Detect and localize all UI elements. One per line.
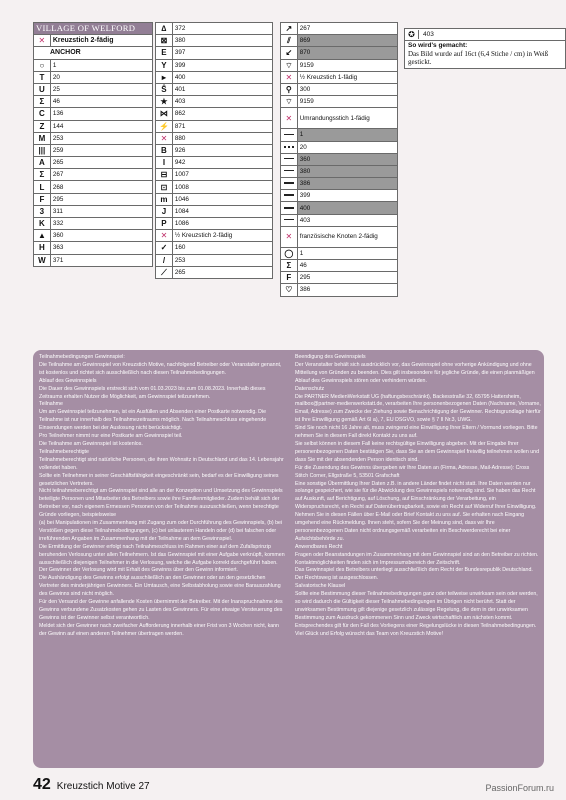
stitch-symbol-icon: E	[156, 47, 173, 59]
brand-banner: VILLAGE OF WELFORD	[34, 23, 153, 35]
legend-row	[34, 83, 153, 95]
color-code: ½ Kreuzstich 2-fädig	[172, 230, 272, 242]
magazine-title: Kreuzstich Motive 27	[56, 781, 150, 792]
stitch-symbol-icon: Z	[34, 120, 51, 132]
stitch-symbol-icon	[281, 178, 298, 190]
legend-row	[156, 108, 273, 120]
section-title: Umrandungsstich 1-fädig	[297, 108, 397, 129]
color-code: 372	[172, 23, 272, 35]
legend-row	[281, 226, 398, 247]
legend-row	[156, 83, 273, 95]
legend-table-2	[155, 22, 273, 279]
color-code: 371	[50, 254, 152, 266]
color-code: 363	[50, 242, 152, 254]
stitch-symbol-icon: T	[34, 71, 51, 83]
color-code: 1046	[172, 193, 272, 205]
legend-row	[156, 47, 273, 59]
legend-row	[156, 144, 273, 156]
stitch-symbol-icon: ✕	[281, 71, 298, 83]
backstitch-line-icon	[284, 182, 294, 188]
legend-row	[281, 96, 398, 108]
stitch-symbol-icon: 3	[34, 205, 51, 217]
legend-row	[34, 193, 153, 205]
stitch-symbol-icon	[281, 190, 298, 202]
legend-row	[34, 205, 153, 217]
star-circle-icon: ✪	[405, 30, 419, 39]
stitch-symbol-icon: ▲	[34, 230, 51, 242]
stitch-symbol-icon: ⊡	[156, 181, 173, 193]
color-code: 332	[50, 218, 152, 230]
backstitch-line-icon	[284, 219, 294, 224]
color-code: 295	[297, 272, 397, 284]
legend-row	[281, 247, 398, 259]
legend-row	[34, 108, 153, 120]
rules-left-column: Teilnahmebedingungen Gewinnspiel: Die Teilnahme am Gewinnspiel von Kreuzstich Motive, nachfolgend Betreiber oder Veranstalter genannt, ist kostenlos und richtet sich ausschließlich nach diesen Teilnahmebedingungen. Ablauf des Gewinnspiels Die Dauer des Gewinnspiels erstreckt sich vom 01.03.2023 bis zum 01.08.2023. Innerhalb dieses Zeitraums erhalten Nutzer die Möglichkeit, am Gewinnspiel teilzunehmen. Teilnahme Um am Gewinnspiel teilzunehmen, ist ein Ausfüllen und Absenden einer Postkarte notwendig. Die Teilnahme ist nur innerhalb des Teilnahmezeitraums möglich. Nach Teilnahmeschluss eingehende Einsendungen werden bei der Auslosung nicht berücksichtigt. Pro Teilnehmer nimmt nur eine Postkarte am Gewinnspiel teil. Die Teilnahme am Gewinnspiel ist kostenlos. Teilnahmeberechtigte Teilnahmeberechtigt sind natürliche Personen, die ihren Wohnsitz in Deutschland und das 14. Lebensjahr vollendet haben. Sollte ein Teilnehmer in seiner Geschäftsfähigkeit eingeschränkt sein, bedarf es der Einwilligung seines gesetzlichen Vertreters. Nicht teilnahmeberechtigt am Gewinnspiel sind alle an der Konzeption und Umsetzung des Gewinnspiels beteiligte Personen und Mitarbeiter des Betreibers sowie ihre Familienmitglieder. Zudem behält sich der Betreiber vor, nach eigenem Ermessen Personen von der Teilnahme auszuschließen, wenn berechtigte Gründe vorliegen, beispielsweise (a) bei Manipulationen im Zusammenhang mit Zugang zum oder Durchführung des Gewinnspiels, (b) bei Verstößen gegen diese Teilnahmebedingungen, (c) bei unlauterem Handeln oder (d) bei falschen oder irreführenden Angaben im Zusammenhang mit der Teilnahme an dem Gewinnspiel. Die Ermittlung der Gewinner erfolgt nach Teilnahmeschluss im Rahmen einer auf dem Zufallsprinzip beruhenden Verlosung unter allen Teilnehmern. Ist das Gewinnspiel mit einer Aufgabe verknüpft, kommen ausschließlich diejenigen Teilnehmer in die Verlosung, welche die Aufgabe korrekt durchgeführt haben. Der Gewinner der Verlosung wird mit Erhalt des Gewinns über den Gewinn informiert. Die Aushändigung des Gewinns erfolgt ausschließlich an den Gewinner oder an den gesetzlichen Vertreter des minderjährigen Gewinners. Ein Umtausch, eine Selbstabholung sowie eine Barauszahlung des Gewinns sind nicht möglich. Für den Versand der Gewinne anfallende Kosten übernimmt der Betreiber. Mit der Inanspruchnahme des Gewinns verbundene Zusatzkosten gehen zu Lasten des Gewinners. Für eine etwaige Versteuerung des Gewinns ist der Gewinner selbst verantwortlich. Meldet sich der Gewinner nach zweifacher Aufforderung innerhalb einer Frist von 3 Wochen nicht, kann der Gewinn auf einen anderen Teilnehmer übertragen werden.	[39, 354, 285, 637]
legend-row	[34, 181, 153, 193]
color-code: 268	[50, 181, 152, 193]
legend-row	[34, 144, 153, 156]
legend-column-2	[155, 22, 273, 279]
legend-row	[156, 71, 273, 83]
legend-row	[34, 96, 153, 108]
stitch-symbol-icon: L	[34, 181, 51, 193]
legend-row	[281, 260, 398, 272]
legend-column-1	[33, 22, 153, 267]
legend-row	[156, 181, 273, 193]
stitch-symbol-icon: ✓	[156, 242, 173, 254]
legend-row	[281, 272, 398, 284]
section-subtitle: ANCHOR	[34, 47, 153, 59]
color-code: 9159	[297, 96, 397, 108]
stitch-symbol-icon: ↙	[281, 47, 298, 59]
color-code: 1007	[172, 169, 272, 181]
legend-row	[281, 23, 398, 35]
legend-row	[34, 230, 153, 242]
stitch-symbol-icon: A	[34, 157, 51, 169]
stitch-symbol-icon: B	[156, 144, 173, 156]
color-code: 20	[50, 71, 152, 83]
stitch-symbol-icon: ⋈	[156, 108, 173, 120]
legend-row	[281, 214, 398, 226]
legend-row	[34, 71, 153, 83]
stitch-symbol-icon: Σ	[34, 96, 51, 108]
stitch-symbol-icon: F	[281, 272, 298, 284]
half-stitch-icon: ✕	[281, 226, 298, 247]
stitch-symbol-icon: ∆	[156, 23, 173, 35]
backstitch-line-icon	[284, 194, 294, 200]
color-code: 25	[50, 83, 152, 95]
color-code: 380	[297, 165, 397, 177]
legend-row	[281, 153, 398, 165]
stitch-symbol-icon	[281, 129, 298, 141]
note-body: Das Bild wurde auf 16ct (6,4 Stiche / cm) in Weiß gestickt.	[408, 50, 549, 66]
legend-row	[156, 218, 273, 230]
stitch-symbol-icon	[281, 202, 298, 214]
color-code: 942	[172, 157, 272, 169]
legend-row	[281, 59, 398, 71]
stitch-symbol-icon: ⟋	[156, 266, 173, 278]
color-code: 386	[297, 178, 397, 190]
color-code: 380	[172, 35, 272, 47]
legend-table-3	[280, 22, 398, 297]
color-code: 1	[297, 129, 397, 141]
stitch-symbol-icon: ⊠	[156, 35, 173, 47]
color-code: 46	[297, 260, 397, 272]
color-code: 386	[297, 284, 397, 296]
legend-row	[281, 141, 398, 153]
stitch-symbol-icon: ⫽	[281, 35, 298, 47]
legend-row	[34, 218, 153, 230]
color-code: 926	[172, 144, 272, 156]
stitch-symbol-icon: ✕	[156, 230, 173, 242]
color-code: ½ Kreuzstich 1-fädig	[297, 71, 397, 83]
legend-row	[34, 254, 153, 266]
legend-row	[156, 157, 273, 169]
stitch-symbol-icon: ↗	[281, 23, 298, 35]
color-code: 1008	[172, 181, 272, 193]
color-code: 20	[297, 141, 397, 153]
color-code: 401	[172, 83, 272, 95]
legend-row	[34, 120, 153, 132]
stitch-symbol-icon: I	[156, 157, 173, 169]
legend-row	[34, 59, 153, 71]
color-code: 136	[50, 108, 152, 120]
stitch-symbol-icon: ○	[34, 59, 51, 71]
legend-row	[34, 169, 153, 181]
color-code: 869	[297, 35, 397, 47]
color-code: 360	[50, 230, 152, 242]
legend-row	[281, 165, 398, 177]
stitch-symbol-icon: Σ	[281, 260, 298, 272]
color-code: 265	[50, 157, 152, 169]
color-code: 1	[50, 59, 152, 71]
legend-row	[281, 202, 398, 214]
legend-row	[156, 23, 273, 35]
legend-row	[156, 132, 273, 144]
section-title: französische Knoten 2-fädig	[297, 226, 397, 247]
color-code: 267	[50, 169, 152, 181]
stitch-symbol-icon: ⊟	[156, 169, 173, 181]
stitch-symbol-icon: Y	[156, 59, 173, 71]
stitch-symbol-icon: C	[34, 108, 51, 120]
color-code: 46	[50, 96, 152, 108]
color-code: 400	[297, 202, 397, 214]
color-code: 399	[172, 59, 272, 71]
stitch-symbol-icon: Ŝ	[156, 83, 173, 95]
color-code: 1	[297, 247, 397, 259]
stitch-symbol-icon: ⌔	[281, 96, 298, 108]
stitch-symbol-icon: ▸	[156, 71, 173, 83]
stitch-symbol-icon: P	[156, 218, 173, 230]
legend-row	[156, 266, 273, 278]
backstitch-line-icon	[284, 158, 294, 163]
stitch-symbol-icon	[281, 153, 298, 165]
stitch-symbol-icon: ★	[156, 96, 173, 108]
color-code: 144	[50, 120, 152, 132]
stitch-symbol-icon: H	[34, 242, 51, 254]
stitch-symbol-icon: m	[156, 193, 173, 205]
color-code: 880	[172, 132, 272, 144]
stitch-symbol-icon: ♡	[281, 284, 298, 296]
stitch-symbol-icon: ⚡	[156, 120, 173, 132]
legend-row	[34, 157, 153, 169]
legend-row	[281, 129, 398, 141]
color-code: 300	[297, 83, 397, 95]
color-code: 265	[172, 266, 272, 278]
stitch-symbol-icon: |||	[34, 144, 51, 156]
color-code: 253	[50, 132, 152, 144]
stitch-symbol-icon: M	[34, 132, 51, 144]
section-title: Kreuzstich 2-fädig	[50, 35, 152, 47]
legend-row	[34, 132, 153, 144]
color-code: 9159	[297, 59, 397, 71]
stitch-symbol-icon	[281, 214, 298, 226]
backstitch-line-icon	[284, 207, 294, 213]
color-code: 403	[172, 96, 272, 108]
stitch-symbol-icon: J	[156, 205, 173, 217]
stitch-symbol-icon	[281, 141, 298, 153]
stitch-symbol-icon	[281, 165, 298, 177]
stitch-symbol-icon: F	[34, 193, 51, 205]
legend-row	[281, 47, 398, 59]
note-title: So wird's gemacht:	[408, 42, 468, 49]
legend-row	[156, 230, 273, 242]
color-code: 399	[297, 190, 397, 202]
legend-row	[156, 254, 273, 266]
legend-row	[156, 242, 273, 254]
legend-row	[281, 190, 398, 202]
stitch-symbol-icon: Σ	[34, 169, 51, 181]
legend-row	[156, 96, 273, 108]
contest-rules-panel	[33, 350, 544, 768]
legend-row	[156, 120, 273, 132]
legend-row	[281, 108, 398, 129]
legend-table-1	[33, 22, 153, 267]
legend-row	[281, 284, 398, 296]
backstitch-line-icon	[284, 146, 294, 152]
rules-right-column: Beendigung des Gewinnspiels Der Veranstalter behält sich ausdrücklich vor, das Gewinnspiel ohne vorherige Ankündigung und ohne Mitteilung von Gründen zu beenden. Dies gilt insbesondere für jegliche Gründe, die einen planmäßigen Ablauf des Gewinnspiels stören oder verhindern würden. Datenschutz Die PARTNER MedienWerkstatt UG (haftungsbeschränkt), Backesstraße 32, 65795 Hattersheim, mailbox@partner-medienwerkstatt.de, verarbeiten Ihre personenbezogenen Daten (Nachname, Vorname, Email, Adresse) zum Zwecke der Ziehung sowie Benachrichtigung der Gewinner. Rechtsgrundlage hierfür ist Ihre Einwilligung gemäß Art 6I a), 7, EU DSGVO, sowie § 7 II Nr.3, UWG. Sind Sie noch nicht 16 Jahre alt, muss zwingend eine Einwilligung Ihrer Eltern / Vormund vorliegen. Bitte nehmen Sie in diesem Fall direkt Kontakt zu uns auf. Sie selbst können in diesem Fall keine rechtsgültige Einwilligung abgeben. Mit der Eingabe Ihrer personenbezogenen Daten bestätigen Sie, dass Sie an dem Gewinnspiel freiwillig teilnehmen wollen und dass Sie mit der absendenden Person identisch sind. Für die Zusendung des Gewinns übergeben wir Ihre Daten an (Firma, Adresse, Mail-Adresse): Cross Stitch Corner, Ellgstraße 5, 53501 Grafschaft Eine sonstige Übermittlung Ihrer Daten z.B. in andere Länder findet nicht statt. Ihre Daten werden nur solange gespeichert, wie sie für die Abwicklung des Gewinnspiels notwendig sind. Sie haben das Recht auf Auskunft, auf Berichtigung, auf Löschung, auf Einschränkung der Verarbeitung, ein Widerspruchsrecht, ein Recht auf Datenübertragbarkeit, sowie ein Recht auf Widerruf Ihrer Einwilligung. Nehmen Sie in diesen Fällen über E-Mail oder Brief Kontakt zu uns auf. Sie erhalten nach Eingang umgehend eine Rückmeldung. Ihnen steht, sofern Sie der Meinung sind, dass wir Ihre personenbezogenen Daten nicht ordnungsgemäß verarbeiten ein Beschwerderecht bei einer Aufsichtsbehörde zu. Anwendbares Recht Fragen oder Beanstandungen im Zusammenhang mit dem Gewinnspiel sind an den Betreiber zu richten. Kontaktmöglichkeiten finden sich im Impressumsbereich der Zeitschrift. Das Gewinnspiel des Betreibers unterliegt ausschließlich dem Recht der Bundesrepublik Deutschland. Der Rechtsweg ist ausgeschlossen. Salvatorische Klausel Sollte eine Bestimmung dieser Teilnahmebedingungen ganz oder teilweise unwirksam sein oder werden, so wird dadurch die Gültigkeit dieser Teilnahmebedingungen im Übrigen nicht berührt. Statt der unwirksamen Bestimmung gilt diejenige gesetzlich zulässige Regelung, die dem in der unwirksamen Bestimmung zum Ausdruck gekommenen Sinn und Zweck wirtschaftlich am nächsten kommt. Entsprechendes gilt für den Fall des Vorliegens einer Regelungslücke in diesen Teilnahmebedingungen. Viel Glück und Erfolg wünscht das Team von Kreuzstich Motive!	[295, 354, 541, 637]
color-code: 870	[297, 47, 397, 59]
legend-row	[156, 35, 273, 47]
color-code: 311	[50, 205, 152, 217]
color-code: 259	[50, 144, 152, 156]
stitch-symbol-icon: ⌔	[281, 59, 298, 71]
stitch-symbol-icon: U	[34, 83, 51, 95]
legend-row	[156, 59, 273, 71]
legend-row	[34, 242, 153, 254]
legend-row	[281, 83, 398, 95]
color-code: 267	[297, 23, 397, 35]
page-footer	[33, 776, 150, 794]
color-code: 403	[297, 214, 397, 226]
legend-row	[156, 169, 273, 181]
page-number: 42	[33, 776, 51, 793]
stitch-symbol-icon: /	[156, 254, 173, 266]
legend-row	[281, 178, 398, 190]
color-code: 360	[297, 153, 397, 165]
half-stitch-icon: ✕	[281, 108, 298, 129]
legend-row	[281, 35, 398, 47]
legend-row	[281, 71, 398, 83]
half-stitch-icon: ✕	[34, 35, 51, 47]
backstitch-line-icon	[284, 170, 294, 175]
color-code: 400	[172, 71, 272, 83]
stitch-symbol-icon: ◯	[281, 247, 298, 259]
color-code: 871	[172, 120, 272, 132]
legend-row	[156, 193, 273, 205]
watermark: PassionForum.ru	[485, 783, 554, 793]
stitch-symbol-icon: ✕	[156, 132, 173, 144]
color-code: 1086	[172, 218, 272, 230]
instructions-box	[404, 28, 566, 69]
color-code: 253	[172, 254, 272, 266]
color-code: 1084	[172, 205, 272, 217]
legend-column-3	[280, 22, 398, 297]
color-code: 397	[172, 47, 272, 59]
stitch-symbol-icon: W	[34, 254, 51, 266]
backstitch-line-icon	[284, 134, 294, 139]
note-code: 403	[423, 31, 434, 38]
stitch-symbol-icon: ⚲	[281, 83, 298, 95]
color-code: 862	[172, 108, 272, 120]
stitch-symbol-icon: K	[34, 218, 51, 230]
color-code: 295	[50, 193, 152, 205]
color-code: 160	[172, 242, 272, 254]
legend-row	[156, 205, 273, 217]
